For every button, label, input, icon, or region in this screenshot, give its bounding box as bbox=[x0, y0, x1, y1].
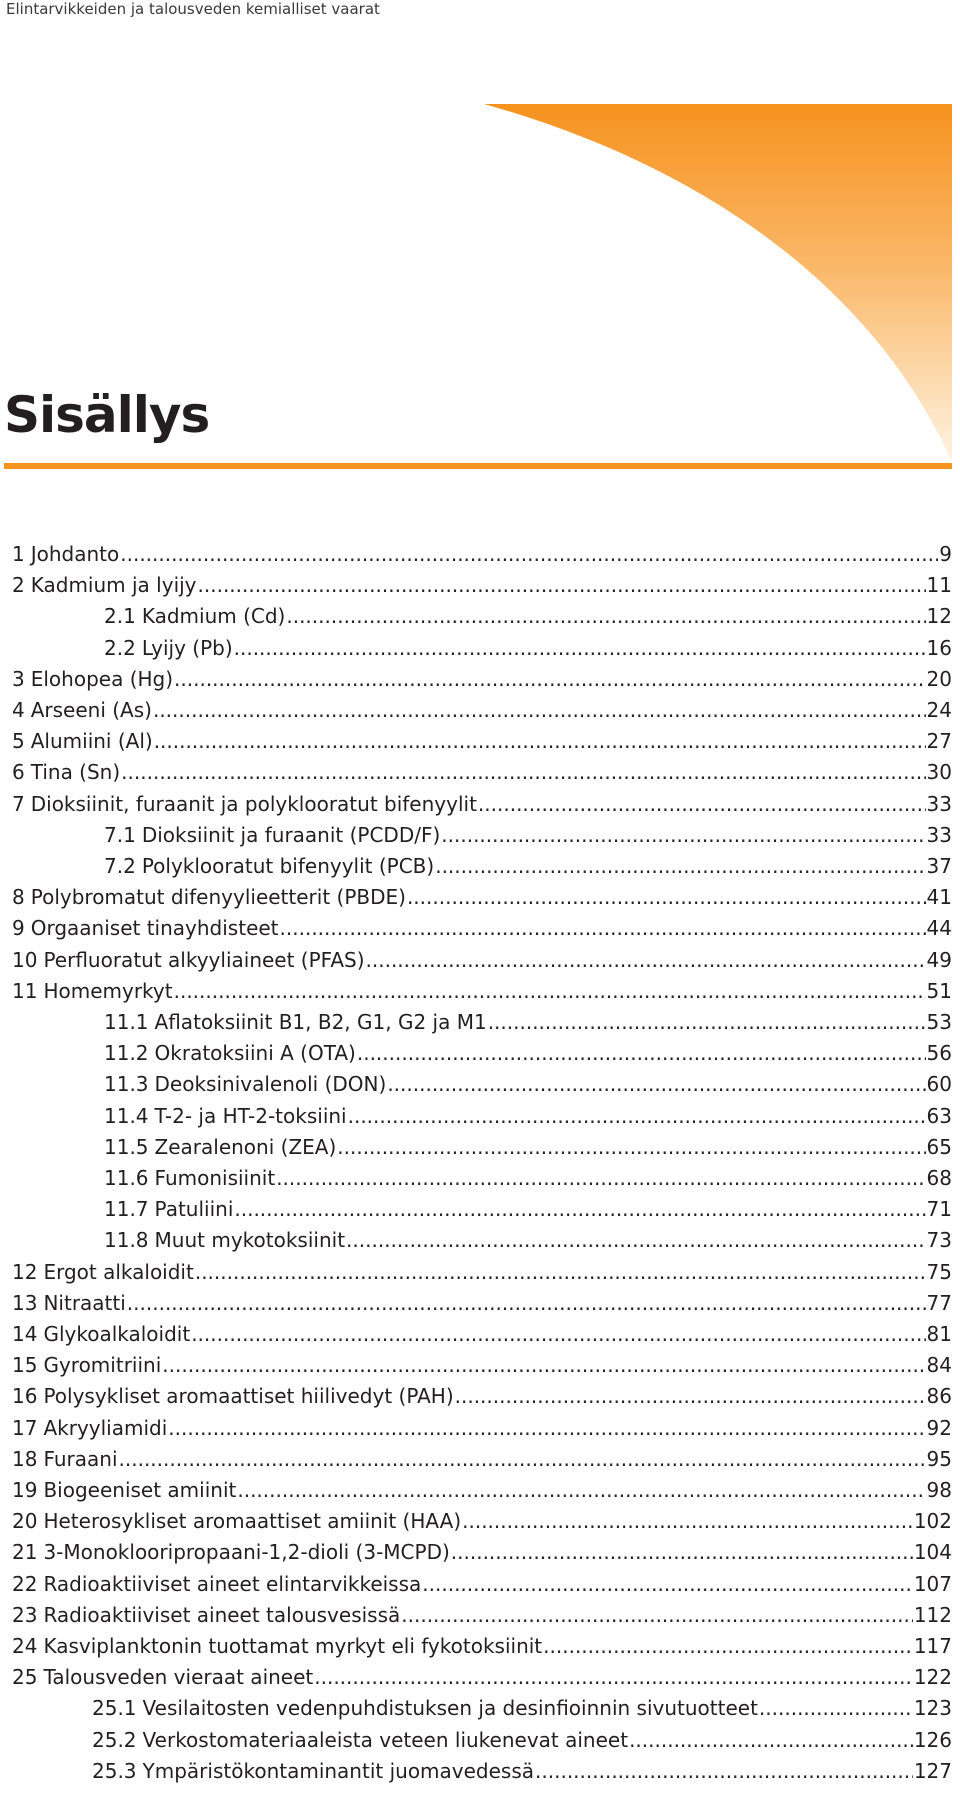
toc-entry[interactable] bbox=[12, 1257, 952, 1288]
toc-entry-page: 49 bbox=[926, 948, 952, 972]
toc-entry[interactable] bbox=[104, 1038, 952, 1069]
toc-dot-leader bbox=[198, 570, 926, 601]
toc-entry[interactable] bbox=[12, 789, 952, 820]
toc-entry-page: 37 bbox=[926, 854, 952, 878]
toc-entry-label: Verkostomateriaaleista veteen liukenevat aineet bbox=[142, 1728, 629, 1752]
toc-entry-label: Heterosykliset aromaattiset amiinit (HAA) bbox=[43, 1509, 462, 1533]
toc-dot-leader bbox=[455, 1381, 926, 1412]
toc-entry-label: Kasviplanktonin tuottamat myrkyt eli fykotoksiinit bbox=[43, 1634, 543, 1658]
toc-dot-leader bbox=[441, 820, 925, 851]
toc-entry-page: 107 bbox=[913, 1572, 952, 1596]
toc-entry-page: 95 bbox=[926, 1447, 952, 1471]
toc-entry-page: 65 bbox=[926, 1135, 952, 1159]
toc-entry-label: Polyklooratut bifenyylit (PCB) bbox=[141, 854, 435, 878]
toc-entry-number: 7 bbox=[12, 792, 25, 816]
toc-entry-number: 18 bbox=[12, 1447, 38, 1471]
toc-entry[interactable] bbox=[12, 1350, 952, 1381]
toc-entry[interactable] bbox=[12, 757, 952, 788]
toc-dot-leader bbox=[357, 1038, 926, 1069]
toc-entry-label: Dioksiinit ja furaanit (PCDD/F) bbox=[141, 823, 441, 847]
toc-entry-page: 27 bbox=[926, 729, 952, 753]
toc-entry-page: 51 bbox=[926, 979, 952, 1003]
toc-entry-label: Orgaaniset tinayhdisteet bbox=[30, 916, 279, 940]
toc-entry-number: 11.3 bbox=[104, 1072, 149, 1096]
toc-entry-label: Vesilaitosten vedenpuhdistuksen ja desinfioinnin sivutuotteet bbox=[142, 1696, 758, 1720]
toc-dot-leader bbox=[153, 695, 926, 726]
toc-entry-number: 25.1 bbox=[92, 1696, 137, 1720]
toc-entry-page: 127 bbox=[913, 1759, 952, 1783]
toc-entry-label: 3-Monoklooripropaani-1,2-dioli (3-MCPD) bbox=[43, 1540, 450, 1564]
toc-entry[interactable] bbox=[92, 1693, 952, 1724]
toc-entry-number: 15 bbox=[12, 1353, 38, 1377]
toc-entry[interactable] bbox=[12, 1506, 952, 1537]
toc-entry[interactable] bbox=[104, 1069, 952, 1100]
toc-dot-leader bbox=[462, 1506, 913, 1537]
toc-entry-label: Furaani bbox=[43, 1447, 118, 1471]
toc-entry-page: 84 bbox=[926, 1353, 952, 1377]
toc-entry-label: Lyijy (Pb) bbox=[141, 636, 233, 660]
toc-entry-label: Elohopea (Hg) bbox=[30, 667, 174, 691]
toc-dot-leader bbox=[488, 1007, 926, 1038]
title-rule bbox=[4, 463, 952, 469]
toc-dot-leader bbox=[478, 789, 926, 820]
toc-dot-leader bbox=[387, 1069, 925, 1100]
toc-entry-page: 33 bbox=[926, 792, 952, 816]
toc-entry-number: 19 bbox=[12, 1478, 38, 1502]
toc-dot-leader bbox=[168, 1413, 925, 1444]
toc-entry-number: 24 bbox=[12, 1634, 38, 1658]
toc-dot-leader bbox=[127, 1288, 926, 1319]
toc-dot-leader bbox=[366, 945, 926, 976]
toc-entry-number: 23 bbox=[12, 1603, 38, 1627]
toc-entry-number: 8 bbox=[12, 885, 25, 909]
toc-dot-leader bbox=[401, 1600, 913, 1631]
toc-entry-label: Radioaktiiviset aineet elintarvikkeissa bbox=[43, 1572, 422, 1596]
toc-entry-label: T-2- ja HT-2-toksiini bbox=[154, 1104, 347, 1128]
toc-entry-page: 53 bbox=[926, 1010, 952, 1034]
toc-entry-number: 11.2 bbox=[104, 1041, 149, 1065]
toc-entry-number: 11.4 bbox=[104, 1104, 149, 1128]
toc-entry-label: Dioksiinit, furaanit ja polyklooratut bifenyylit bbox=[30, 792, 477, 816]
toc-entry-label: Glykoalkaloidit bbox=[43, 1322, 191, 1346]
toc-entry[interactable] bbox=[104, 820, 952, 851]
toc-entry[interactable] bbox=[12, 1413, 952, 1444]
toc-entry-label: Akryyliamidi bbox=[43, 1416, 168, 1440]
toc-entry-label: Patuliini bbox=[154, 1197, 234, 1221]
toc-entry-number: 11.6 bbox=[104, 1166, 149, 1190]
toc-entry-number: 25.3 bbox=[92, 1759, 137, 1783]
toc-entry-label: Perfluoratut alkyyliaineet (PFAS) bbox=[43, 948, 365, 972]
toc-entry-page: 9 bbox=[939, 542, 952, 566]
toc-entry-page: 11 bbox=[926, 573, 952, 597]
toc-entry-number: 6 bbox=[12, 760, 25, 784]
toc-entry[interactable] bbox=[92, 1756, 952, 1787]
toc-entry-number: 5 bbox=[12, 729, 25, 753]
toc-entry-label: Johdanto bbox=[30, 542, 120, 566]
toc-dot-leader bbox=[119, 1444, 926, 1475]
toc-dot-leader bbox=[337, 1132, 925, 1163]
toc-dot-leader bbox=[435, 851, 925, 882]
toc-dot-leader bbox=[422, 1569, 913, 1600]
toc-entry[interactable] bbox=[12, 1444, 952, 1475]
toc-dot-leader bbox=[237, 1475, 925, 1506]
toc-entry-label: Tina (Sn) bbox=[30, 760, 121, 784]
toc-entry[interactable] bbox=[104, 1007, 952, 1038]
toc-entry-page: 71 bbox=[926, 1197, 952, 1221]
toc-entry-number: 4 bbox=[12, 698, 25, 722]
toc-entry-number: 3 bbox=[12, 667, 25, 691]
toc-dot-leader bbox=[234, 633, 926, 664]
toc-dot-leader bbox=[348, 1101, 926, 1132]
toc-dot-leader bbox=[154, 726, 926, 757]
toc-dot-leader bbox=[120, 539, 938, 570]
toc-entry-label: Fumonisiinit bbox=[154, 1166, 276, 1190]
toc-dot-leader bbox=[314, 1662, 913, 1693]
toc-entry-number: 1 bbox=[12, 542, 25, 566]
toc-entry-label: Arseeni (As) bbox=[30, 698, 152, 722]
toc-entry[interactable] bbox=[12, 1662, 952, 1693]
page-title: Sisällys bbox=[4, 386, 210, 444]
toc-entry[interactable] bbox=[12, 882, 952, 913]
toc-entry-number: 21 bbox=[12, 1540, 38, 1564]
toc-entry-number: 11.8 bbox=[104, 1228, 149, 1252]
toc-entry-page: 63 bbox=[926, 1104, 952, 1128]
toc-entry[interactable] bbox=[104, 851, 952, 882]
toc-entry-page: 30 bbox=[926, 760, 952, 784]
toc-entry-label: Okratoksiini A (OTA) bbox=[154, 1041, 356, 1065]
toc-entry-label: Aflatoksiinit B1, B2, G1, G2 ja M1 bbox=[154, 1010, 487, 1034]
toc-entry-number: 12 bbox=[12, 1260, 38, 1284]
toc-entry-number: 25.2 bbox=[92, 1728, 137, 1752]
toc-entry-number: 2.1 bbox=[104, 604, 136, 628]
toc-entry-label: Polybromatut difenyylieetterit (PBDE) bbox=[30, 885, 406, 909]
toc-entry-page: 117 bbox=[913, 1634, 952, 1658]
toc-entry[interactable] bbox=[12, 1381, 952, 1412]
toc-entry-number: 17 bbox=[12, 1416, 38, 1440]
toc-entry-label: Muut mykotoksiinit bbox=[154, 1228, 346, 1252]
toc-entry-number: 11 bbox=[12, 979, 38, 1003]
toc-dot-leader bbox=[759, 1693, 913, 1724]
toc-entry[interactable] bbox=[12, 945, 952, 976]
toc-entry-page: 60 bbox=[926, 1072, 952, 1096]
running-header: Elintarvikkeiden ja talousveden kemialliset vaarat bbox=[6, 0, 380, 18]
toc-entry[interactable] bbox=[12, 664, 952, 695]
toc-entry[interactable] bbox=[12, 1319, 952, 1350]
toc-dot-leader bbox=[286, 601, 925, 632]
toc-entry-page: 41 bbox=[926, 885, 952, 909]
toc-entry-number: 11.1 bbox=[104, 1010, 149, 1034]
toc-dot-leader bbox=[280, 913, 926, 944]
toc-entry-label: Deoksinivalenoli (DON) bbox=[154, 1072, 387, 1096]
toc-entry-number: 2 bbox=[12, 573, 25, 597]
toc-entry-label: Biogeeniset amiinit bbox=[43, 1478, 237, 1502]
toc-entry[interactable] bbox=[12, 1631, 952, 1662]
toc-entry-page: 16 bbox=[926, 636, 952, 660]
toc-entry[interactable] bbox=[104, 1132, 952, 1163]
toc-entry-number: 7.2 bbox=[104, 854, 136, 878]
toc-dot-leader bbox=[543, 1631, 913, 1662]
toc-entry-number: 10 bbox=[12, 948, 38, 972]
toc-entry-page: 102 bbox=[913, 1509, 952, 1533]
toc-entry-number: 16 bbox=[12, 1384, 38, 1408]
toc-entry-page: 44 bbox=[926, 916, 952, 940]
toc-entry[interactable] bbox=[12, 1288, 952, 1319]
toc-dot-leader bbox=[234, 1194, 925, 1225]
toc-entry-number: 7.1 bbox=[104, 823, 136, 847]
toc-entry-label: Nitraatti bbox=[43, 1291, 126, 1315]
toc-entry-label: Ergot alkaloidit bbox=[43, 1260, 194, 1284]
toc-dot-leader bbox=[191, 1319, 925, 1350]
toc-entry[interactable] bbox=[12, 1569, 952, 1600]
toc-entry-page: 20 bbox=[926, 667, 952, 691]
toc-entry-label: Homemyrkyt bbox=[43, 979, 173, 1003]
toc-entry[interactable] bbox=[104, 1225, 952, 1256]
toc-entry[interactable] bbox=[12, 913, 952, 944]
toc-entry-number: 2.2 bbox=[104, 636, 136, 660]
toc-entry-label: Radioaktiiviset aineet talousvesissä bbox=[43, 1603, 401, 1627]
toc-entry-label: Ympäristökontaminantit juomavedessä bbox=[142, 1759, 535, 1783]
toc-entry[interactable] bbox=[12, 570, 952, 601]
toc-entry-page: 123 bbox=[913, 1696, 952, 1720]
toc-entry-page: 122 bbox=[913, 1665, 952, 1689]
toc-entry[interactable] bbox=[12, 1600, 952, 1631]
toc-entry[interactable] bbox=[12, 1475, 952, 1506]
toc-entry-number: 9 bbox=[12, 916, 25, 940]
toc-entry[interactable] bbox=[12, 726, 952, 757]
toc-entry[interactable] bbox=[104, 1101, 952, 1132]
toc-entry-label: Kadmium (Cd) bbox=[141, 604, 286, 628]
toc-entry-page: 73 bbox=[926, 1228, 952, 1252]
toc-entry-page: 33 bbox=[926, 823, 952, 847]
toc-dot-leader bbox=[195, 1257, 926, 1288]
toc-entry-page: 104 bbox=[913, 1540, 952, 1564]
toc-dot-leader bbox=[174, 664, 926, 695]
toc-entry-page: 77 bbox=[926, 1291, 952, 1315]
toc-entry[interactable] bbox=[12, 976, 952, 1007]
toc-entry-page: 75 bbox=[926, 1260, 952, 1284]
toc-entry-label: Zearalenoni (ZEA) bbox=[154, 1135, 337, 1159]
toc-entry-label: Gyromitriini bbox=[43, 1353, 162, 1377]
toc-dot-leader bbox=[629, 1725, 913, 1756]
toc-entry-page: 86 bbox=[926, 1384, 952, 1408]
toc-entry[interactable] bbox=[92, 1725, 952, 1756]
toc-dot-leader bbox=[162, 1350, 925, 1381]
toc-dot-leader bbox=[121, 757, 925, 788]
toc-entry-number: 25 bbox=[12, 1665, 38, 1689]
toc-dot-leader bbox=[276, 1163, 925, 1194]
toc-entry[interactable] bbox=[12, 695, 952, 726]
toc-entry-number: 11.5 bbox=[104, 1135, 149, 1159]
toc-entry-label: Talousveden vieraat aineet bbox=[43, 1665, 314, 1689]
toc-entry-label: Kadmium ja lyijy bbox=[30, 573, 197, 597]
toc-entry-number: 13 bbox=[12, 1291, 38, 1315]
toc-dot-leader bbox=[174, 976, 926, 1007]
toc-entry-number: 22 bbox=[12, 1572, 38, 1596]
toc-entry-page: 112 bbox=[913, 1603, 952, 1627]
toc-entry-page: 24 bbox=[926, 698, 952, 722]
toc-entry-page: 81 bbox=[926, 1322, 952, 1346]
toc-entry-page: 68 bbox=[926, 1166, 952, 1190]
toc-entry-page: 56 bbox=[926, 1041, 952, 1065]
toc-entry[interactable] bbox=[104, 633, 952, 664]
toc-dot-leader bbox=[535, 1756, 913, 1787]
toc-entry-number: 14 bbox=[12, 1322, 38, 1346]
toc-entry-number: 20 bbox=[12, 1509, 38, 1533]
toc-entry[interactable] bbox=[12, 539, 952, 570]
toc-entry[interactable] bbox=[12, 1537, 952, 1568]
toc-entry[interactable] bbox=[104, 1194, 952, 1225]
toc-entry-number: 11.7 bbox=[104, 1197, 149, 1221]
toc-entry-page: 98 bbox=[926, 1478, 952, 1502]
toc-entry-label: Alumiini (Al) bbox=[30, 729, 153, 753]
toc-dot-leader bbox=[451, 1537, 913, 1568]
toc-entry[interactable] bbox=[104, 601, 952, 632]
toc-entry[interactable] bbox=[104, 1163, 952, 1194]
toc-dot-leader bbox=[407, 882, 926, 913]
toc-dot-leader bbox=[346, 1225, 926, 1256]
toc-entry-page: 92 bbox=[926, 1416, 952, 1440]
toc-entry-label: Polysykliset aromaattiset hiilivedyt (PAH) bbox=[43, 1384, 454, 1408]
toc-entry-page: 126 bbox=[913, 1728, 952, 1752]
toc-entry-page: 12 bbox=[926, 604, 952, 628]
